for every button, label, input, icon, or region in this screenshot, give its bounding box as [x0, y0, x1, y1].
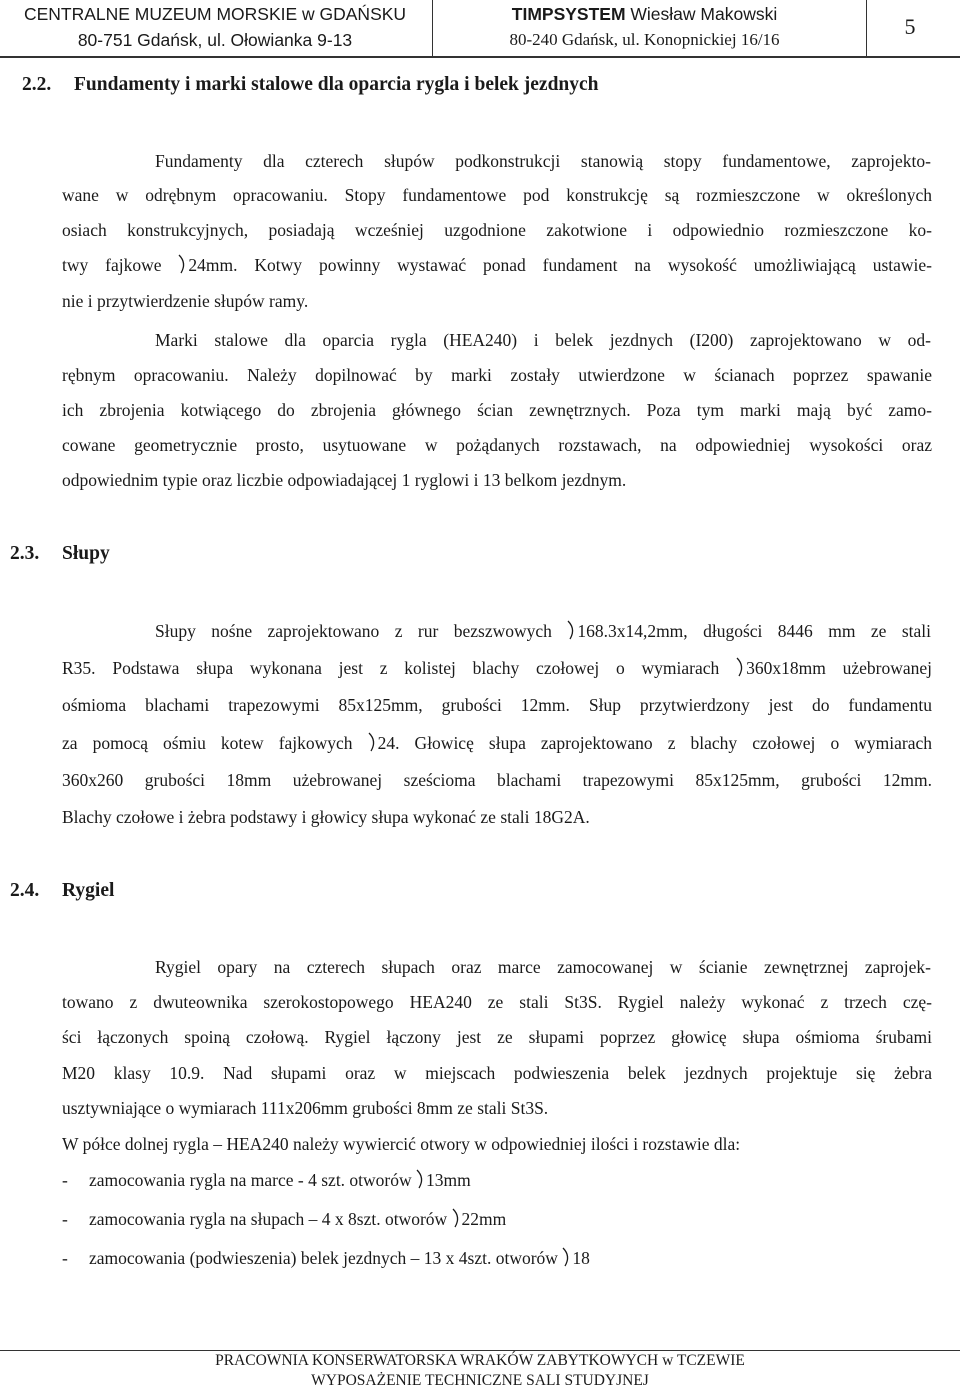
- list-text: zamocowania rygla na słupach – 4 x 8szt. otworów: [89, 1209, 452, 1229]
- footer-line: PRACOWNIA KONSERWATORSKA WRAKÓW ZABYTKOWYCH w TCZEWIE: [215, 1352, 745, 1369]
- paragraph-line: rębnym opracowaniu. Należy dopilnować by marki zostały utwierdzone w ścianach poprzez spawanie: [62, 365, 932, 385]
- paragraph-line: nie i przytwierdzenie słupów ramy.: [62, 291, 309, 311]
- page-header: [0, 0, 960, 56]
- diameter-icon: [562, 1247, 572, 1267]
- header-company-name: TIMPSYSTEM: [511, 4, 626, 24]
- section-title: Fundamenty i marki stalowe dla oparcia rygla i belek jezdnych: [74, 74, 599, 95]
- diameter-icon: [178, 254, 188, 274]
- paragraph-line: cowane geometrycznie prosto, usytuowane w pożądanych rozstawach, na odpowiedniej wysokości oraz: [62, 435, 932, 455]
- paragraph-line: [62, 657, 932, 679]
- list-text: zamocowania (podwieszenia) belek jezdnych – 13 x 4szt. otworów: [89, 1248, 563, 1268]
- list-item: [62, 1247, 590, 1269]
- list-size: 13mm: [426, 1170, 471, 1190]
- list-dash: -: [62, 1248, 68, 1268]
- diameter-icon: [736, 657, 746, 677]
- section-title: Słupy: [62, 543, 110, 564]
- diameter-icon: [368, 732, 378, 752]
- section-number: 2.4.: [10, 880, 40, 901]
- paragraph-fragment: za pomocą ośmiu kotew fajkowych: [62, 733, 368, 753]
- list-text: zamocowania rygla na marce - 4 szt. otworów: [89, 1170, 417, 1190]
- paragraph-line: odpowiednim typie oraz liczbie odpowiadającej 1 ryglowi i 13 belkom jezdnym.: [62, 470, 627, 490]
- paragraph-fragment: 24mm. Kotwy powinny wystawać ponad fundament na wysokość umożliwiającą ustawie-: [188, 255, 932, 275]
- paragraph-line: ośmioma blachami trapezowymi 85x125mm, grubości 12mm. Słup przytwierdzony jest do fundamentu: [62, 695, 932, 715]
- header-company-person: Wiesław Makowski: [625, 4, 778, 24]
- list-dash: -: [62, 1170, 68, 1190]
- paragraph-line: usztywniające o wymiarach 111x206mm grubości 8mm ze stali St3S.: [62, 1098, 549, 1118]
- header-company-address: 80-240 Gdańsk, ul. Konopnickiej 16/16: [509, 30, 780, 49]
- paragraph-fragment: Słupy nośne zaprojektowano z rur bezszwowych: [155, 621, 568, 641]
- paragraph-line: towano z dwuteownika szerokostopowego HEA240 ze stali St3S. Rygiel należy wykonać z trzech czę-: [62, 992, 932, 1012]
- footer-rule: [0, 1350, 960, 1351]
- header-right: [472, 0, 817, 52]
- header-left: [14, 0, 416, 52]
- section-title: Rygiel: [62, 880, 115, 901]
- header-museum-address: 80-751 Gdańsk, ul. Ołowianka 9-13: [77, 30, 353, 50]
- paragraph-fragment: twy fajkowe: [62, 255, 179, 275]
- paragraph-line: Fundamenty dla czterech słupów podkonstrukcji stanowią stopy fundamentowe, zaprojekto-: [155, 151, 931, 171]
- paragraph-line: wane w odrębnym opracowaniu. Stopy fundamentowe pod konstrukcję są rozmieszczone w określonych: [62, 185, 932, 205]
- header-divider: [866, 0, 867, 56]
- paragraph-line: Marki stalowe dla oparcia rygla (HEA240) i belek jezdnych (I200) zaprojektowano w od-: [155, 330, 931, 350]
- paragraph-line: [62, 254, 932, 276]
- paragraph-fragment: 168.3x14,2mm, długości 8446 mm ze stali: [577, 621, 932, 641]
- page-number: 5: [904, 14, 916, 39]
- paragraph-line: ich zbrojenia kotwiącego do zbrojenia głównego ścian zewnętrznych. Poza tym marki mają być zamo-: [62, 400, 932, 420]
- paragraph-line: 360x260 grubości 18mm użebrowanej sześcioma blachami trapezowymi 85x125mm, grubości 12mm.: [62, 770, 932, 790]
- footer-line: WYPOSAŻENIE TECHNICZNE SALI STUDYJNEJ: [311, 1372, 649, 1389]
- section-heading: [10, 543, 110, 565]
- paragraph-fragment: 360x18mm użebrowanej: [746, 658, 933, 678]
- diameter-icon: [452, 1208, 462, 1228]
- header-divider: [432, 0, 433, 56]
- header-rule: [0, 56, 960, 58]
- section-heading: [22, 74, 599, 96]
- header-museum-name: CENTRALNE MUZEUM MORSKIE w GDAŃSKU: [23, 4, 407, 24]
- paragraph-line: Blachy czołowe i żebra podstawy i głowicy słupa wykonać ze stali 18G2A.: [62, 807, 590, 827]
- paragraph-line: osiach konstrukcyjnych, posiadają wcześniej uzgodnione zakotwione i odpowiednio rozmieszczone ko-: [62, 220, 932, 240]
- section-heading: [10, 880, 114, 902]
- diameter-icon: [567, 620, 577, 640]
- paragraph-fragment: R35. Podstawa słupa wykonana jest z kolistej blachy czołowej o wymiarach: [62, 658, 737, 678]
- paragraph-line: M20 klasy 10.9. Nad słupami oraz w miejscach podwieszenia belek jezdnych projektuje się żebra: [62, 1063, 932, 1083]
- diameter-icon: [416, 1169, 426, 1189]
- header-company: [472, 4, 817, 24]
- list-item: [62, 1208, 506, 1230]
- paragraph-line: [155, 620, 931, 642]
- list-size: 18: [572, 1248, 590, 1268]
- list-dash: -: [62, 1209, 68, 1229]
- paragraph-fragment: 24. Głowicę słupa zaprojektowano z blachy czołowej o wymiarach: [377, 733, 932, 753]
- paragraph-line: ści łączonych spoiną czołową. Rygiel łączony jest ze słupami poprzez głowicę słupa ośmioma śrubami: [62, 1027, 932, 1047]
- paragraph-line: [62, 732, 932, 754]
- section-number: 2.2.: [22, 74, 52, 95]
- list-item: [62, 1169, 471, 1191]
- paragraph-line: Rygiel opary na czterech słupach oraz marce zamocowanej w ścianie zewnętrznej zaprojek-: [155, 957, 931, 977]
- paragraph-line: W półce dolnej rygla – HEA240 należy wywiercić otwory w odpowiedniej ilości i rozstawie dla:: [62, 1134, 741, 1154]
- list-size: 22mm: [461, 1209, 507, 1229]
- section-number: 2.3.: [10, 543, 40, 564]
